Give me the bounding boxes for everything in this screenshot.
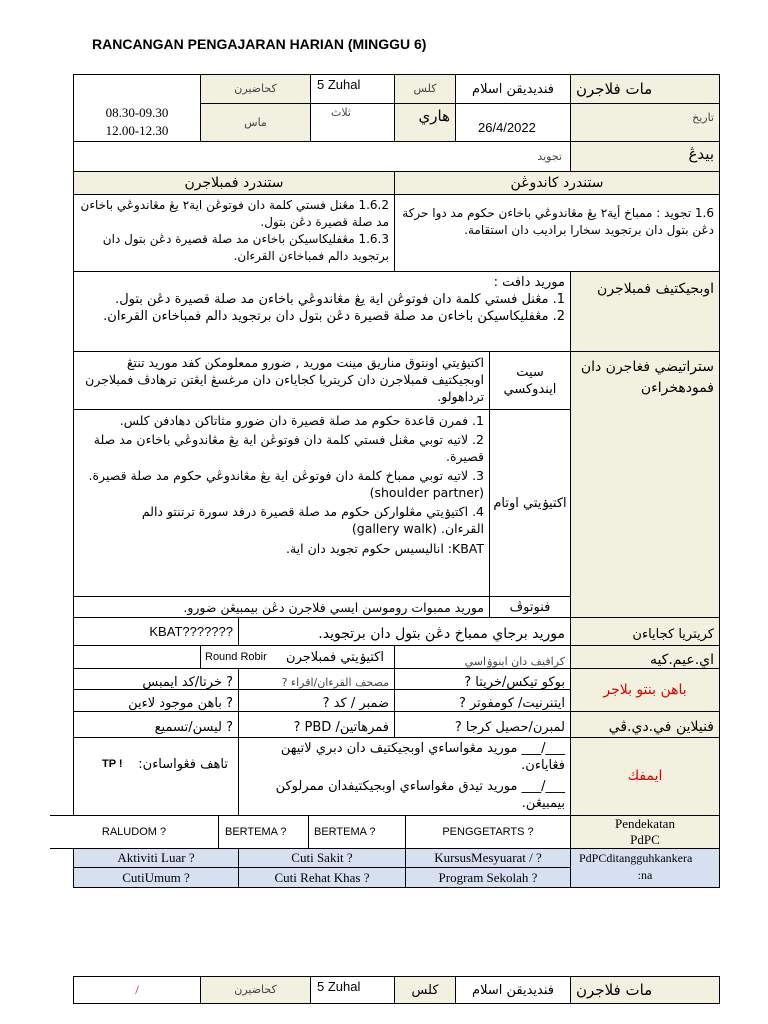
reflection-label-cell bbox=[570, 737, 720, 816]
objective-2: 2. مڠفليکاسيکن باخاءن مد صلة قصيرة دڠن بتول دان برتجويد دالم فمباخاءن القرءان. bbox=[103, 309, 565, 324]
field-label-cell bbox=[570, 141, 720, 172]
class-value-cell bbox=[310, 74, 395, 104]
attendance-label: کحاضيرن bbox=[234, 82, 277, 95]
content-standard-cell bbox=[394, 194, 720, 272]
material-cell bbox=[238, 668, 395, 690]
time-slot-2: 12.00-12.30 bbox=[105, 123, 169, 138]
second-attendance-label: کحاضيرن bbox=[234, 983, 277, 996]
approach-option bbox=[50, 815, 219, 849]
material-cell bbox=[394, 689, 571, 712]
day-label: هاري bbox=[418, 107, 450, 125]
closing-cell bbox=[73, 596, 490, 618]
postponed-note-2: :na bbox=[637, 868, 653, 882]
status-option bbox=[73, 867, 239, 888]
material-cell bbox=[238, 689, 395, 712]
assessment-cell bbox=[73, 711, 239, 738]
date-label: تاريخ bbox=[692, 111, 714, 124]
main-activity-4b: القرءان. (gallery walk) bbox=[351, 521, 484, 536]
field-value-cell bbox=[73, 141, 571, 172]
mastery-level-cell bbox=[73, 737, 239, 816]
second-subject-value: فنديديقن اسلام bbox=[472, 982, 554, 998]
ipk-category-cell bbox=[394, 645, 571, 669]
status-outdoor[interactable]: Aktiviti Luar ? bbox=[117, 850, 195, 865]
approach-option bbox=[405, 815, 571, 849]
material-cell bbox=[394, 668, 571, 690]
approach-option bbox=[218, 815, 309, 849]
second-class-value: 5 Zuhal bbox=[317, 979, 361, 994]
second-subject-label: مات فلاجرن bbox=[576, 980, 653, 999]
approach-label-2: PdPC bbox=[630, 832, 660, 847]
ipk-activity: اکتيۏيتي فمبلاجرن bbox=[286, 650, 384, 665]
status-option bbox=[73, 848, 239, 868]
reflection-line-2: ___/___ موريد تيدق مڠواساءي اوبجيكتيفدان ممرلوكن بيمبيڠن. bbox=[275, 779, 565, 811]
learning-standard-2: 1.6.3 مڠفليکاسيکن باخاءن مد صلة قصيرة دڠن بتول دان برتجويد دالم فمباخاءن القرءان. bbox=[102, 232, 389, 263]
approach-option-3[interactable]: BERTEMA ? bbox=[314, 826, 376, 838]
material-other[interactable]: ? باهن موجود لاءين bbox=[128, 696, 233, 711]
attendance-label-cell bbox=[200, 74, 311, 104]
status-option bbox=[405, 848, 571, 868]
set-induction-text: اکتيۏيتي اونتوق مناريق مينت موريد , ضورو ممعلومکن کفد موريد تنتڠ اوبجيکتيف فمبلاجرن دان کريتريا کجاياءن دان مرغسڠ ايڠتن ترهادڤ فمبلاجرن ترداهولو. bbox=[85, 355, 484, 404]
criteria-label: کريتريا کجاياءن bbox=[632, 627, 714, 642]
closing-text: موريد ممبوات روموسن ايسي فلاجرن دڠن بيمبيڠن ضورو. bbox=[183, 600, 484, 615]
objectives-label-cell bbox=[570, 271, 720, 352]
status-option bbox=[238, 848, 406, 868]
subject-label: مات فلاجرن bbox=[576, 79, 653, 98]
criteria-cell bbox=[238, 617, 571, 646]
criteria-label-cell bbox=[570, 617, 720, 646]
subject-label-cell bbox=[570, 74, 720, 104]
second-attendance-label-cell bbox=[200, 976, 311, 1004]
status-option bbox=[238, 867, 406, 888]
field-label: بيدڠ bbox=[688, 145, 714, 163]
material-internet[interactable]: ايتنرنيت/ كومفوتر ? bbox=[458, 696, 565, 711]
page-title: RANCANGAN PENGAJARAN HARIAN (MINGGU 6) bbox=[92, 36, 427, 52]
main-activity-label: اکتيۏيتي اوتام bbox=[493, 495, 567, 511]
date-value: 26/4/2022 bbox=[478, 120, 536, 135]
day-value-cell bbox=[310, 103, 395, 142]
reflection-line-1: ___/___ موريد مڠواساءي اوبجيكتيف دان دبري لاتيهن فڠاياءن. bbox=[280, 741, 565, 773]
assessment-label-cell bbox=[570, 711, 720, 738]
material-cell bbox=[73, 689, 239, 712]
time-cell bbox=[73, 74, 201, 142]
assessment-observation[interactable]: فمرهاتين/ PBD ? bbox=[293, 720, 389, 735]
day-label-cell bbox=[394, 103, 456, 142]
learning-standard-header: ستندرد فمبلاجرن bbox=[73, 171, 395, 195]
ipk-label-cell bbox=[570, 645, 720, 669]
main-activity-3: 3. لاتيه توبي ممباخ کلمة دان فوتوڠن اية يڠ مڠاندوڠي حکوم مد صلة قصيرة.(shoulder partner) bbox=[88, 468, 484, 500]
time-label: ماس bbox=[244, 115, 267, 129]
second-time-cell bbox=[73, 976, 201, 1004]
strategy-label: ستراتيضي فغاجرن دان فمودهخراءن bbox=[580, 359, 714, 396]
second-class-label: کلس bbox=[411, 982, 439, 998]
time-slot-1: 08.30-09.30 bbox=[105, 105, 169, 120]
status-sick-leave[interactable]: Cuti Sakit ? bbox=[291, 850, 353, 865]
assessment-oral[interactable]: ? ليسن/تسميع bbox=[154, 720, 233, 735]
second-subject-value-cell bbox=[455, 976, 571, 1004]
materials-label-cell bbox=[570, 668, 720, 712]
ipk-activity-cell bbox=[200, 645, 395, 669]
material-textbook[interactable]: بوكو تيكس/خريتا ? bbox=[464, 675, 565, 690]
subject-value: فنديديقن اسلام bbox=[472, 81, 554, 97]
main-activity-2: 2. لاتيه توبي مڠنل فستي کلمة دان فوتوڠن اية يڠ مڠاندوڠي باخاءن مد صلة قصيرة. bbox=[93, 432, 484, 464]
postponed-note-1: PdPCditangguhkankera bbox=[579, 851, 693, 865]
closing-label: فنوتوڤ bbox=[509, 599, 551, 615]
strategy-label-cell bbox=[570, 351, 720, 618]
assessment-label: فنيلاين في.دي.ڤي bbox=[608, 719, 714, 735]
status-public-holiday[interactable]: CutiUmum ? bbox=[122, 869, 190, 885]
time-label-cell bbox=[200, 103, 311, 142]
assessment-worksheet[interactable]: لمبرن/حصيل كرجا ? bbox=[454, 720, 565, 735]
closing-label-cell bbox=[489, 596, 571, 618]
ipk-label: اي.عيم.كيه bbox=[649, 652, 714, 668]
material-picture[interactable]: ضمبر / كد ? bbox=[322, 696, 389, 711]
second-class-value-cell bbox=[310, 976, 395, 1004]
set-induction-label: سيت ايندوکسي bbox=[503, 364, 557, 397]
content-standard-text: 1.6 تجويد : ممباخ أية٢ يڠ مڠاندوڠي باخاءن حکوم مد دوا حرکة دڠن بتول دان برتجويد سخارا براديب دان استقامة. bbox=[402, 206, 714, 237]
objectives-cell bbox=[73, 271, 571, 352]
date-value-cell bbox=[455, 103, 571, 142]
approach-option bbox=[308, 815, 406, 849]
main-activity-1: 1. فمرن قاعدة حکوم مد صلة قصيرة دان ضورو مثاتاکن دهادفن کلس. bbox=[119, 413, 484, 428]
set-induction-label-cell bbox=[489, 351, 571, 410]
objectives-intro: موريد دافت : bbox=[493, 275, 565, 290]
reflection-cell bbox=[238, 737, 571, 816]
kbat-line: KBAT: اناليسيس حکوم تجويد دان اية. bbox=[286, 541, 484, 556]
learning-standard-1: 1.6.2 مڠنل فستي کلمة دان فوتوڠن اية٢ يڠ مڠاندوڠي باخاءن مد صلة قصيرة دڠن بتول. bbox=[80, 198, 389, 229]
main-activity-4a: 4. اکتيۏيتي مڠلواركن حکوم مد صلة قصيرة درفد سورة ترتنتو دالم bbox=[141, 504, 484, 519]
criteria-kbat-cell bbox=[73, 617, 239, 646]
criteria-text: موريد برجاي ممباخ دڠن بتول دان برتجويد. bbox=[318, 626, 565, 642]
second-subject-label-cell bbox=[570, 976, 720, 1004]
material-quran[interactable]: مصحف القرءان/اقراء ? bbox=[281, 676, 389, 689]
set-induction-cell bbox=[73, 351, 490, 410]
class-value: 5 Zuhal bbox=[317, 77, 361, 92]
day-value: ثلاث bbox=[331, 106, 351, 119]
class-label-cell bbox=[394, 74, 456, 104]
approach-option-4[interactable]: PENGGETARTS ? bbox=[442, 826, 534, 838]
postponed-note-cell bbox=[570, 848, 720, 888]
objective-1: 1. مڠنل فستي کلمة دان فوتوڠن اية يڠ مڠاندوڠي باخاءن مد صلة قصيرة دڠن بتول. bbox=[115, 292, 565, 307]
objectives-label: اوبجيکتيف فمبلاجرن bbox=[597, 281, 714, 297]
status-school-program[interactable]: Program Sekolah ? bbox=[438, 869, 538, 885]
ipk-category: كرافيف دان اينوۏاسي bbox=[464, 655, 565, 668]
main-activity-cell bbox=[73, 409, 490, 597]
approach-label-1: Pendekatan bbox=[615, 816, 675, 831]
ipk-round-robin: Round Robir bbox=[205, 651, 267, 663]
approach-option-1[interactable]: RALUDOM ? bbox=[101, 826, 167, 838]
assessment-cell bbox=[394, 711, 571, 738]
approach-option-2[interactable]: BERTEMA ? bbox=[225, 826, 287, 838]
material-cards[interactable]: ? خرتا/کد ايمبس bbox=[142, 675, 233, 690]
main-activity-label-cell bbox=[489, 409, 571, 597]
status-course[interactable]: KursusMesyuarat / ? bbox=[434, 850, 542, 865]
ipk-blank-cell bbox=[73, 645, 201, 669]
status-option bbox=[405, 867, 571, 888]
reflection-label: ايمفك bbox=[627, 768, 663, 784]
class-label: کلس bbox=[413, 82, 437, 95]
status-special-leave[interactable]: Cuti Rehat Khas ? bbox=[274, 869, 370, 885]
mastery-level-value: TP ! bbox=[102, 758, 123, 770]
criteria-kbat: KBAT??????? bbox=[149, 624, 233, 639]
material-cell bbox=[73, 668, 239, 690]
learning-standard-cell bbox=[73, 194, 395, 272]
date-label-cell bbox=[570, 103, 720, 142]
content-standard-header: ستندرد کاندوڠن bbox=[394, 171, 720, 195]
subject-value-cell bbox=[455, 74, 571, 104]
approach-label-cell bbox=[570, 815, 720, 849]
materials-label: باهن بنتو بلاجر bbox=[603, 681, 687, 698]
field-value: تجويد bbox=[537, 150, 562, 163]
second-class-label-cell bbox=[394, 976, 456, 1004]
assessment-cell bbox=[238, 711, 395, 738]
second-mark: / bbox=[135, 982, 139, 997]
mastery-level-label: تاهف فڠواساءن: bbox=[138, 757, 228, 772]
